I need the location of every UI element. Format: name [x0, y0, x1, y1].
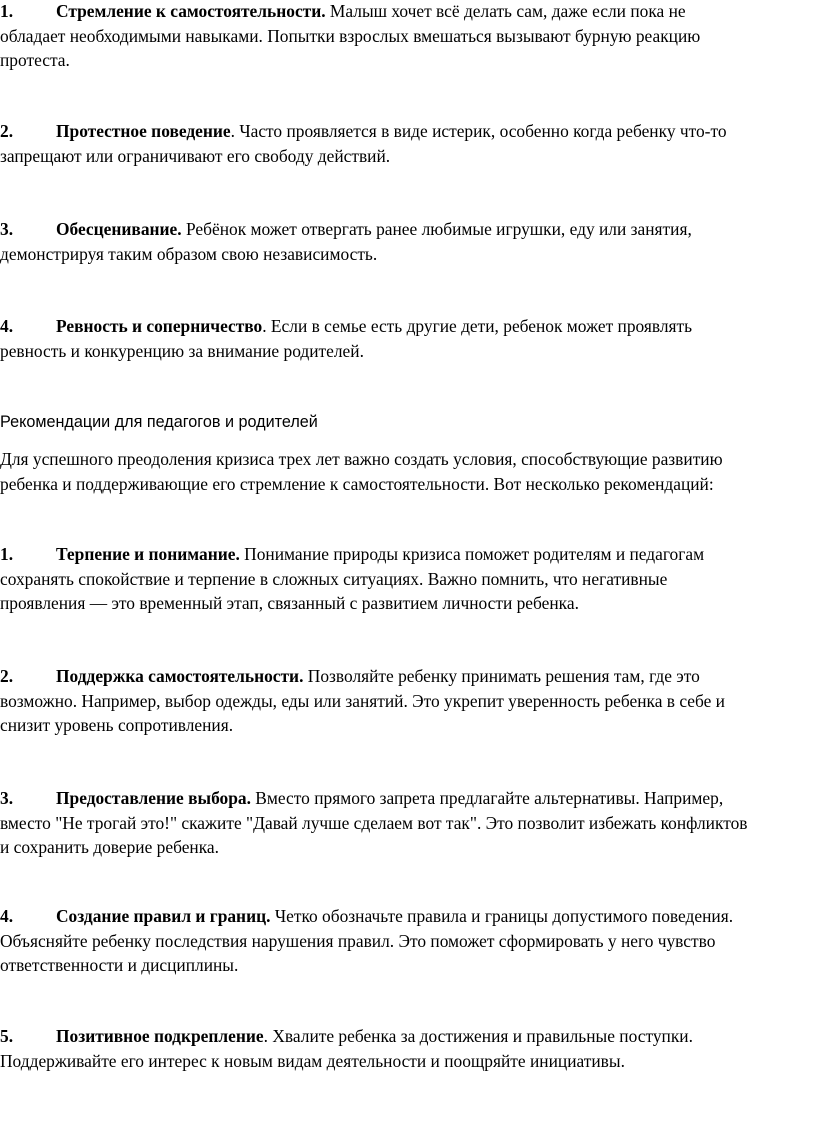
item-number: 2. — [0, 121, 14, 141]
item-number: 3. — [0, 788, 14, 808]
item-number: 2. — [0, 666, 14, 686]
section-heading: Рекомендации для педагогов и родителей — [0, 413, 318, 431]
item-title: Ревность и соперничество — [56, 316, 263, 336]
item-text: возможно. Например, выбор одежды, еды или занятий. Это укрепит уверенность ребенка в себе и — [0, 690, 725, 711]
list-item — [0, 542, 814, 616]
item-text: Вместо прямого запрета предлагайте альтернативы. Например, — [250, 788, 724, 808]
item-number: 1. — [0, 544, 14, 564]
item-text: и сохранить доверие ребенка. — [0, 837, 219, 857]
item-text: Объясняйте ребенку последствия нарушения правил. Это поможет сформировать у него чувство — [0, 930, 716, 951]
item-text: протеста. — [0, 50, 70, 70]
item-title: Обесценивание. — [56, 219, 182, 239]
item-number: 1. — [0, 1, 14, 21]
item-text: Ребёнок может отвергать ранее любимые игрушки, еду или занятия, — [181, 219, 692, 239]
item-text: ревность и конкуренцию за внимание родителей. — [0, 340, 364, 361]
item-text: Малыш хочет всё делать сам, даже если пока не — [325, 1, 686, 21]
item-text: Позволяйте ребенку принимать решения там, где это — [303, 666, 700, 686]
item-text: Поддерживайте его интерес к новым видам деятельности и поощряйте инициативы. — [0, 1050, 625, 1071]
list-item — [0, 1024, 814, 1073]
item-title: Предоставление выбора. — [56, 788, 251, 808]
item-number: 4. — [0, 906, 14, 926]
item-number: 5. — [0, 1026, 14, 1046]
list-item — [0, 119, 814, 168]
item-title: Поддержка самостоятельности. — [56, 666, 304, 686]
item-text: ответственности и дисциплины. — [0, 955, 239, 975]
list-item — [0, 217, 814, 266]
list-item — [0, 904, 814, 978]
item-text: . Если в семье есть другие дети, ребенок может проявлять — [262, 316, 693, 336]
item-title: Терпение и понимание. — [56, 544, 240, 564]
intro-text: ребенка и поддерживающие его стремление к самостоятельности. Вот несколько рекомендаций: — [0, 474, 714, 494]
item-text: . Часто проявляется в виде истерик, особенно когда ребенку что-то — [230, 121, 727, 141]
intro-text: Для успешного преодоления кризиса трех лет важно создать условия, способствующие развитию — [0, 449, 723, 469]
item-text: обладает необходимыми навыками. Попытки взрослых вмешаться вызывают бурную реакцию — [0, 25, 701, 46]
item-text: Четко обозначьте правила и границы допустимого поведения. — [270, 906, 734, 926]
item-text: снизит уровень сопротивления. — [0, 715, 234, 735]
item-title: Позитивное подкрепление — [56, 1026, 264, 1046]
item-text: сохранять спокойствие и терпение в сложных ситуациях. Важно помнить, что негативные — [0, 568, 668, 589]
list-item — [0, 314, 814, 363]
intro-paragraph — [0, 447, 814, 497]
item-text: запрещают или ограничивают его свободу действий. — [0, 145, 391, 166]
item-text: демонстрируя таким образом свою независимость. — [0, 243, 378, 264]
list-item — [0, 786, 814, 860]
item-text: вместо "Не трогай это!" скажите "Давай лучше сделаем вот так". Это позволит избежать конфликтов — [0, 812, 748, 833]
item-number: 4. — [0, 316, 14, 336]
list-item — [0, 0, 814, 73]
item-text: проявления — это временный этап, связанный с развитием личности ребенка. — [0, 593, 579, 613]
item-text: Понимание природы кризиса поможет родителям и педагогам — [239, 544, 705, 564]
item-text: . Хвалите ребенка за достижения и правильные поступки. — [263, 1026, 693, 1046]
item-title: Протестное поведение — [56, 121, 231, 141]
item-title: Стремление к самостоятельности. — [56, 1, 326, 21]
item-number: 3. — [0, 219, 14, 239]
list-item — [0, 664, 814, 738]
item-title: Создание правил и границ. — [56, 906, 271, 926]
